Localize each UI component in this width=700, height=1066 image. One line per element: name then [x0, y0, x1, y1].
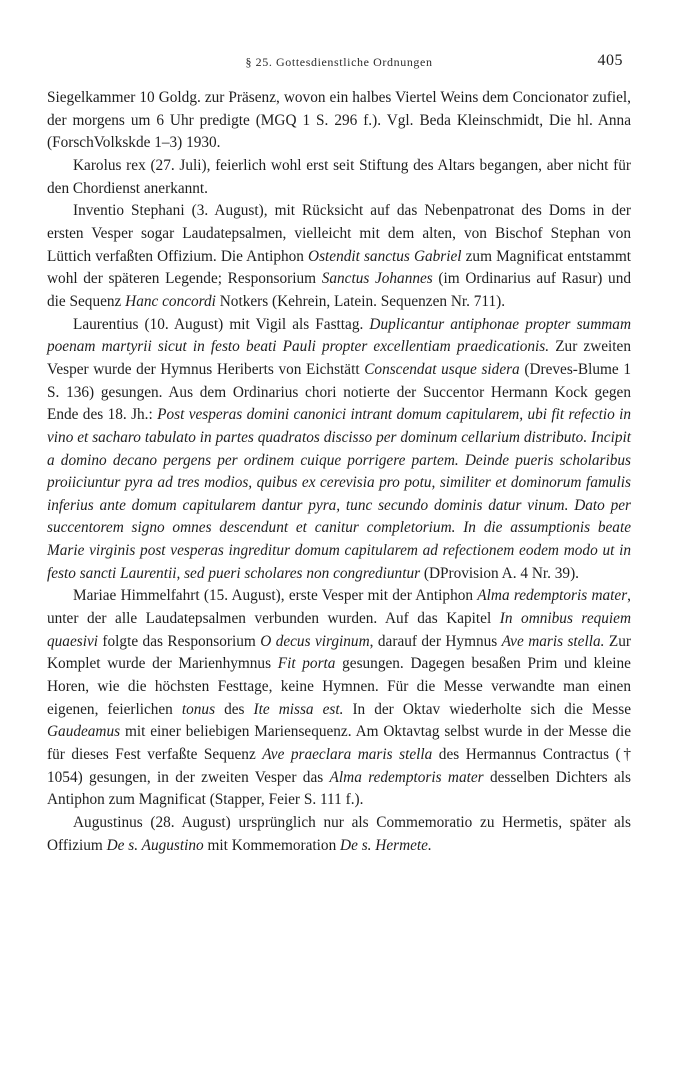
italic-latin-run: In omnibus requiem quaesivi	[47, 610, 631, 650]
paragraph-augustinus	[47, 812, 631, 857]
italic-latin-run: Fit porta	[277, 655, 336, 673]
paragraph-anna-continuation	[47, 87, 631, 155]
text-run: Notkers (Kehrein, Latein. Sequenzen Nr. 711).	[215, 292, 506, 310]
text-run: desselben Dichters als Antiphon zum Magnificat (Stapper, Feier S. 111 f.).	[47, 768, 631, 809]
italic-latin-run: Duplicantur antiphonae propter summam poenam martyrii sicut in festo beati Pauli propter excellentiam praedicationis.	[47, 315, 631, 356]
text-run: mit einer beliebigen Mariensequenz. Am Oktavtag selbst wurde in der Messe die für dieses Fest verfaßte Sequenz	[47, 723, 631, 764]
italic-latin-run: De s. Hermete.	[340, 836, 432, 854]
italic-latin-run: Post vesperas domini canonici intrant domum capitularem, ubi fit refectio in vino et sacharo tabulato in partes quadratos discisso per dominum cellarium distributo. Incipit a domino decano pergens per ordinem cuique porrigere partem. Deinde pueris scholaribus proiiciuntur pyra ad tres modios, quibus ex cerevisia pro potu, similiter et dominorum famulis inferius ante domum capitularem dantur pyra, tunc secundo dominis datur vinum. Dato per succentorem signo omnes descendunt et canitur completorium. In die assumptionis beate Marie virginis post vesperas ingreditur domum capitularem ad refectionem eodem modo ut in festo sancti Laurentii, sed pueri scholares non congrediuntur	[47, 406, 631, 582]
text-run: (DProvision A. 4 Nr. 39).	[420, 564, 579, 582]
italic-latin-run: Sanctus Johannes	[321, 270, 433, 288]
text-run: , unter der alle Laudatepsalmen verbunden wurden. Auf das Kapitel	[47, 587, 631, 628]
text-run: zum Magnificat entstammt wohl der späteren Legende; Responsorium	[47, 247, 631, 288]
text-run: mit Kommemoration	[203, 836, 341, 854]
running-head	[47, 52, 631, 72]
text-run: Karolus rex (27. Juli), feierlich wohl erst seit Stiftung des Altars begangen, aber nicht für den Chordienst anerkannt.	[47, 156, 631, 197]
italic-latin-run: Gaudeamus	[47, 723, 121, 741]
running-title: § 25. Gottesdienstliche Ordnungen	[245, 55, 433, 69]
text-run: des	[215, 700, 254, 718]
page-number: 405	[597, 52, 623, 69]
italic-latin-run: Alma redemptoris mater	[329, 768, 484, 786]
text-run: Zur zweiten Vesper wurde der Hymnus Heriberts von Eichstätt	[47, 338, 631, 378]
italic-latin-run: Ave maris stella.	[501, 632, 605, 650]
text-run: Zur Komplet wurde der Marienhymnus	[47, 632, 631, 673]
paragraph-inventio-stephani	[47, 200, 631, 313]
paragraph-laurentius	[47, 314, 631, 586]
italic-latin-run: tonus	[181, 700, 216, 718]
text-run: (Dreves-Blume 1 S. 136) gesungen. Aus dem Ordinarius chori notierte der Succentor Hermann Kock gegen Ende des 18. Jh.:	[47, 360, 631, 424]
text-run: In der Oktav wiederholte sich die Messe	[343, 700, 631, 718]
paragraph-mariae-himmelfahrt	[47, 585, 631, 812]
text-run: des Hermannus Contractus († 1054) gesungen, in der zweiten Vesper das	[47, 746, 631, 786]
text-run: folgte das Responsorium	[97, 632, 261, 650]
text-run: Inventio Stephani (3. August), mit Rücksicht auf das Nebenpatronat des Doms in der ersten Vesper sogar Laudatepsalmen, vielleicht mit dem alten, von Bischof Stephan von Lüttich verfaßten Offizium. Die Antiphon	[47, 202, 631, 265]
text-run: Siegelkammer 10 Goldg. zur Präsenz, wovon ein halbes Viertel Weins dem Concionator zufiel, der morgens um 6 Uhr predigte (MGQ 1 S. 296 f.). Vgl. Beda Kleinschmidt, Die hl. Anna (ForschVolkskde 1–3) 1930.	[47, 89, 631, 152]
text-run: , darauf der Hymnus	[369, 632, 502, 650]
italic-latin-run: Alma redemptoris mater	[477, 587, 628, 605]
text-run: Mariae Himmelfahrt (15. August), erste Vesper mit der Antiphon	[73, 587, 478, 605]
text-run: Laurentius (10. August) mit Vigil als Fasttag.	[73, 315, 370, 333]
italic-latin-run: De s. Augustino	[106, 836, 204, 854]
italic-latin-run: Ave praeclara maris stella	[262, 746, 433, 764]
text-run: (im Ordinarius auf Rasur) und die Sequenz	[47, 270, 632, 310]
italic-latin-run: O decus virginum	[260, 632, 370, 650]
text-run: Augustinus (28. August) ursprünglich nur als Commemoratio zu Hermetis, später als Offizium	[47, 814, 631, 854]
body-text	[47, 87, 631, 857]
text-run: gesungen. Dagegen besaßen Prim und kleine Horen, wie die höchsten Festtage, keine Hymnen. Für die Messe verwandte man einen eigenen, feierlichen	[47, 655, 631, 718]
italic-latin-run: Conscendat usque sidera	[364, 360, 520, 378]
italic-latin-run: Ostendit sanctus Gabriel	[308, 247, 462, 265]
italic-latin-run: Ite missa est.	[253, 700, 344, 718]
italic-latin-run: Hanc concordi	[125, 292, 216, 310]
paragraph-karolus-rex	[47, 155, 631, 200]
